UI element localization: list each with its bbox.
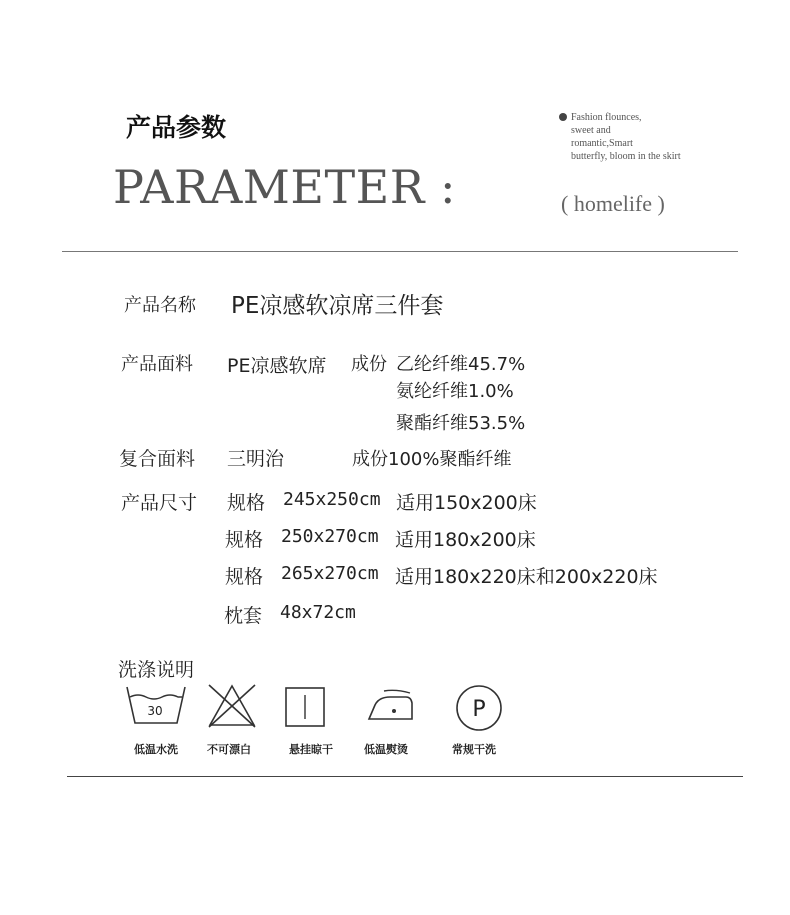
size-dim: 265x270cm	[281, 563, 379, 584]
tagline-line: sweet and	[571, 125, 611, 136]
brand-name: ( homelife )	[561, 191, 665, 216]
size-kind: 规格	[225, 529, 264, 551]
tagline-line: Fashion flounces,	[571, 112, 642, 123]
name-value: PE凉感软凉席三件套	[231, 293, 444, 319]
composite-composition: 成份100%聚酯纤维	[352, 449, 512, 470]
dry-clean-p-icon	[455, 684, 503, 732]
size-kind: 规格	[227, 492, 266, 514]
page-title: 产品参数	[126, 113, 227, 142]
size-dim: 245x250cm	[283, 489, 381, 510]
size-kind: 规格	[225, 566, 264, 588]
no-bleach-icon	[207, 683, 257, 729]
tagline	[571, 111, 711, 163]
composition-label: 成份	[351, 354, 387, 375]
size-fit: 适用180x220床和200x220床	[395, 566, 658, 588]
size-fit: 适用150x200床	[396, 492, 537, 514]
tagline-line: butterfly, bloom in the skirt	[571, 151, 681, 162]
care-label: 低温熨烫	[364, 743, 408, 756]
composite-value: 三明治	[227, 448, 285, 470]
care-title: 洗涤说明	[118, 659, 195, 681]
size-dim: 48x72cm	[280, 602, 356, 623]
dry-clean-letter: P	[472, 697, 486, 722]
care-label: 低温水洗	[134, 743, 178, 756]
care-label: 不可漂白	[207, 743, 251, 756]
name-label: 产品名称	[124, 295, 196, 316]
size-dim: 250x270cm	[281, 526, 379, 547]
size-kind: 枕套	[224, 605, 263, 627]
care-label: 悬挂晾干	[289, 743, 333, 756]
composition-item: 氨纶纤维1.0%	[396, 381, 514, 402]
size-fit: 适用180x200床	[395, 529, 536, 551]
care-label: 常规干洗	[452, 743, 496, 756]
hang-dry-icon	[285, 687, 327, 729]
iron-low-icon	[366, 687, 416, 723]
composite-label: 复合面料	[119, 448, 196, 470]
tagline-line: romantic,Smart	[571, 138, 633, 149]
wash-30-icon	[125, 683, 187, 729]
divider-bottom	[67, 776, 743, 777]
page-title-en: PARAMETER :	[113, 160, 456, 214]
size-label: 产品尺寸	[121, 492, 198, 514]
composition-item: 聚酯纤维53.5%	[396, 413, 526, 434]
fabric-value: PE凉感软席	[227, 355, 327, 377]
divider-top	[62, 251, 738, 252]
bullet-dot-icon	[559, 113, 567, 121]
wash-temp-label: 30	[147, 704, 163, 718]
composition-item: 乙纶纤维45.7%	[396, 354, 526, 375]
fabric-label: 产品面料	[121, 354, 193, 375]
